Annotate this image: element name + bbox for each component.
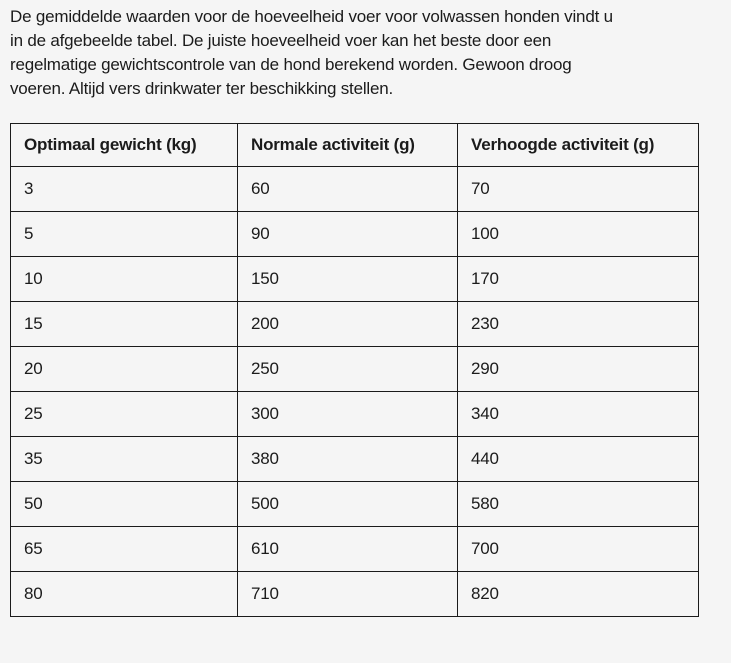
intro-line: regelmatige gewichtscontrole van de hond berekend worden. Gewoon droog [10,55,572,74]
table-cell: 20 [11,347,238,392]
column-header: Optimaal gewicht (kg) [11,124,238,167]
table-cell: 60 [238,167,458,212]
table-cell: 15 [11,302,238,347]
column-header: Verhoogde activiteit (g) [458,124,699,167]
table-header-row [11,124,699,167]
table-cell: 290 [458,347,699,392]
table-row [11,257,699,302]
table-cell: 500 [238,482,458,527]
table-cell: 150 [238,257,458,302]
table-row [11,527,699,572]
feeding-amount-table [10,123,699,617]
table-cell: 440 [458,437,699,482]
column-header: Normale activiteit (g) [238,124,458,167]
table-cell: 580 [458,482,699,527]
table-cell: 5 [11,212,238,257]
table-cell: 70 [458,167,699,212]
table-cell: 820 [458,572,699,617]
table-cell: 200 [238,302,458,347]
table-cell: 80 [11,572,238,617]
table-cell: 230 [458,302,699,347]
table-row [11,167,699,212]
table-row [11,482,699,527]
table-cell: 250 [238,347,458,392]
intro-paragraph [10,5,721,101]
table-cell: 100 [458,212,699,257]
table-body [11,167,699,617]
table-row [11,437,699,482]
intro-line: voeren. Altijd vers drinkwater ter beschikking stellen. [10,79,394,98]
table-cell: 700 [458,527,699,572]
table-cell: 35 [11,437,238,482]
table-cell: 610 [238,527,458,572]
table-row [11,212,699,257]
table-cell: 3 [11,167,238,212]
table-row [11,347,699,392]
table-cell: 380 [238,437,458,482]
table-cell: 25 [11,392,238,437]
intro-line: in de afgebeelde tabel. De juiste hoeveelheid voer kan het beste door een [10,31,552,50]
table-cell: 170 [458,257,699,302]
table-cell: 710 [238,572,458,617]
table-cell: 50 [11,482,238,527]
table-cell: 340 [458,392,699,437]
table-row [11,572,699,617]
table-cell: 10 [11,257,238,302]
table-cell: 300 [238,392,458,437]
table-cell: 65 [11,527,238,572]
table-row [11,392,699,437]
table-row [11,302,699,347]
intro-line: De gemiddelde waarden voor de hoeveelheid voer voor volwassen honden vindt u [10,7,613,26]
table-cell: 90 [238,212,458,257]
